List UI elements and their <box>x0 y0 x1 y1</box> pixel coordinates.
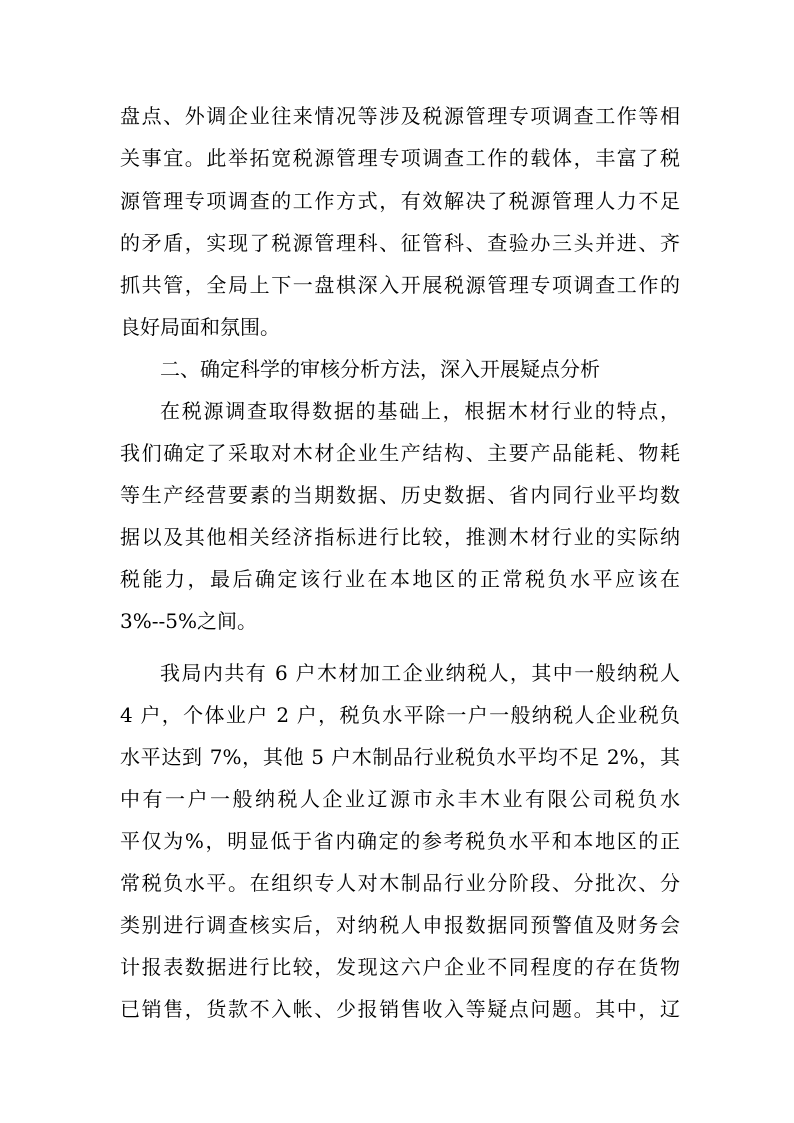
text-line: 平仅为%，明显低于省内确定的参考税负水平和本地区的正 <box>120 829 680 853</box>
text-line: 的矛盾，实现了税源管理科、征管科、查验办三头并进、齐 <box>120 231 680 255</box>
text-line: 税能力，最后确定该行业在本地区的正常税负水平应该在 <box>120 567 680 591</box>
text-line: 4 户，个体业户 2 户，税负水平除一户一般纳税人企业税负 <box>120 703 680 727</box>
text-line: 据以及其他相关经济指标进行比较，推测木材行业的实际纳 <box>120 525 680 549</box>
text-line: 在税源调查取得数据的基础上，根据木材行业的特点， <box>160 399 680 423</box>
text-line: 盘点、外调企业往来情况等涉及税源管理专项调查工作等相 <box>120 104 680 128</box>
text-line: 中有一户一般纳税人企业辽源市永丰木业有限公司税负水 <box>120 787 680 811</box>
text-line: 水平达到 7%，其他 5 户木制品行业税负水平均不足 2%，其 <box>120 745 680 769</box>
text-line: 计报表数据进行比较，发现这六户企业不同程度的存在货物 <box>120 955 680 979</box>
text-line: 源管理专项调查的工作方式，有效解决了税源管理人力不足 <box>120 189 680 213</box>
section-heading: 二、确定科学的审核分析方法，深入开展疑点分析 <box>160 357 600 381</box>
text-line: 等生产经营要素的当期数据、历史数据、省内同行业平均数 <box>120 483 680 507</box>
text-line: 我局内共有 6 户木材加工企业纳税人，其中一般纳税人 <box>160 661 680 685</box>
text-line: 已销售，货款不入帐、少报销售收入等疑点问题。其中，辽 <box>120 997 680 1021</box>
text-line: 我们确定了采取对木材企业生产结构、主要产品能耗、物耗 <box>120 441 680 465</box>
text-line: 抓共管，全局上下一盘棋深入开展税源管理专项调查工作的 <box>120 273 680 297</box>
text-line: 常税负水平。在组织专人对木制品行业分阶段、分批次、分 <box>120 871 680 895</box>
text-line: 关事宜。此举拓宽税源管理专项调查工作的载体，丰富了税 <box>120 146 680 170</box>
text-line: 良好局面和氛围。 <box>120 315 280 339</box>
text-line: 3%--5%之间。 <box>120 609 257 633</box>
text-line: 类别进行调查核实后，对纳税人申报数据同预警值及财务会 <box>120 913 680 937</box>
